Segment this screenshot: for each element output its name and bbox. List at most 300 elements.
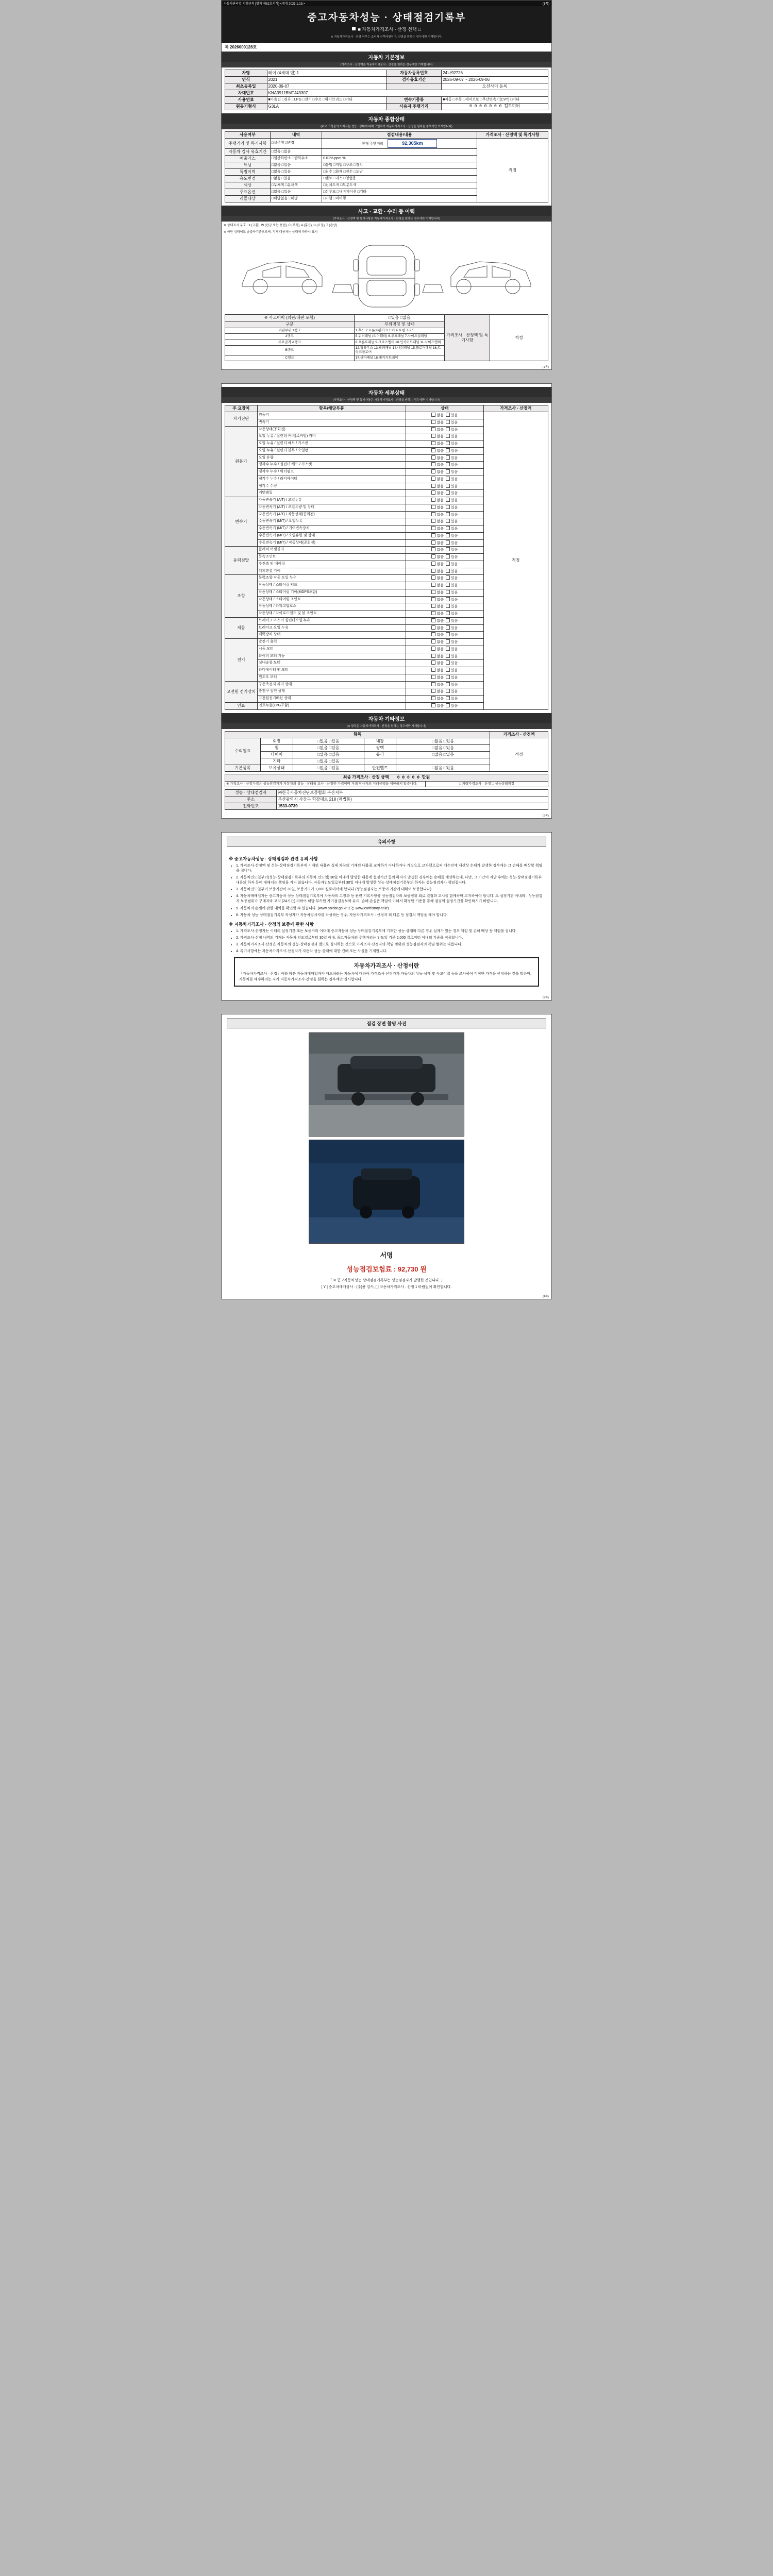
overall-c3-4[interactable]: □침수 □화재 □전손 □도난 <box>322 169 477 176</box>
page-footer-3: (3쪽) <box>542 996 549 1000</box>
other-c4-3 <box>364 758 396 765</box>
detail-item-status[interactable]: 없음 있음 <box>406 490 483 497</box>
detail-item-label: 오일 누유 / 실린더 커버(로커암) 커버 <box>257 433 406 440</box>
detail-item-label: 발전기 출력 <box>257 639 406 646</box>
other-c1-0: 수리필요 <box>225 738 261 765</box>
inspection-photo-2 <box>309 1140 464 1244</box>
checkbox-exists-icon[interactable] <box>446 575 450 580</box>
checkbox-none-icon[interactable] <box>431 420 435 424</box>
checkbox-none-icon[interactable] <box>431 484 435 488</box>
overall-c1-0: 주행거리 및 특기사항 <box>225 139 271 149</box>
checkbox-exists-icon[interactable] <box>446 618 450 622</box>
detail-item-label: 브레이크 오일 누유 <box>257 624 406 632</box>
detail-item-status[interactable]: 없음 있음 <box>406 476 483 483</box>
overall-c2-0[interactable]: □실주행 □변경 <box>270 139 322 149</box>
detail-item-status[interactable]: 없음 있음 <box>406 603 483 611</box>
other-c5-0[interactable]: □없음 □있음 <box>396 738 490 744</box>
declaration-body: 「자동차가격조사 · 산정」이라 함은 자동차매매업자가 매도하려는 자동차에 대하여 가격조사·산정자가 자동차의 성능·상태 및 사고이력 등을 조사하여 적정한 가격을 산정하는 것을 말하며, 자동차를 매수하려는 자가 자동차가격조사·산정을 원하는 경우에만 실시합니다. <box>239 972 532 981</box>
checkbox-exists-icon[interactable] <box>446 505 450 509</box>
section-overall-body <box>222 129 551 206</box>
checkbox-exists-icon[interactable] <box>446 484 450 488</box>
other-c2-2: 타이어 <box>260 751 293 758</box>
panel-rank-3: B랭크 <box>225 345 355 355</box>
checkbox-none-icon[interactable] <box>431 427 435 431</box>
detail-item-status[interactable]: 없음 있음 <box>406 646 483 653</box>
table-row <box>225 83 548 90</box>
checkbox-none-icon[interactable] <box>431 498 435 502</box>
other-c5-1[interactable]: □없음 □있음 <box>396 744 490 751</box>
detail-item-status[interactable]: 없음 있음 <box>406 639 483 646</box>
basic-label-3: 차대번호 <box>225 90 267 97</box>
detail-item-label: 디퍼렌셜 기어 <box>257 568 406 575</box>
detail-group-name: 조향 <box>225 575 258 618</box>
detail-item-label: 시동 모터 <box>257 646 406 653</box>
basic-label2-5: 사용자 주행거리 <box>386 104 442 110</box>
checkbox-exists-icon[interactable] <box>446 469 450 473</box>
overall-c2-2[interactable]: □일산화탄소 □탄화수소 <box>270 156 322 162</box>
checkbox-exists-icon[interactable] <box>446 498 450 502</box>
checkbox-none-icon[interactable] <box>431 526 435 530</box>
detail-item-status[interactable]: 없음 있음 <box>406 518 483 526</box>
checkbox-exists-icon[interactable] <box>446 519 450 523</box>
checkbox-exists-icon[interactable] <box>446 562 450 566</box>
page-2 <box>221 383 552 819</box>
document-subtitle-text: ■ 자동차가격조사 · 산정 선택 □ <box>358 27 421 32</box>
table-row <box>225 139 548 149</box>
checkbox-exists-icon[interactable] <box>446 554 450 558</box>
page-footer-2: (2쪽) <box>542 814 549 818</box>
checkbox-none-icon[interactable] <box>431 413 435 417</box>
checkbox-exists-icon[interactable] <box>446 611 450 615</box>
accident-history-value[interactable]: □있음 □없음 <box>354 315 445 321</box>
detail-item-label: 오일 누유 / 실린더 헤드 / 가스켓 <box>257 440 406 448</box>
other-c3-3[interactable]: □없음 □있음 <box>293 758 364 765</box>
basic-value2-1: 2026-09-07 ~ 2026-09-06 <box>442 77 548 83</box>
detail-item-label: 냉각수 누수 / 실린더 헤드 / 가스켓 <box>257 462 406 469</box>
detail-item-status[interactable]: 없음 있음 <box>406 667 483 674</box>
checkbox-none-icon[interactable] <box>431 505 435 509</box>
detail-item-label: 작동상태 / 스티어링 펌프 <box>257 582 406 589</box>
overall-c1-7: 주요옵션 <box>225 189 271 196</box>
checkbox-exists-icon[interactable] <box>446 427 450 431</box>
checkbox-none-icon[interactable] <box>431 703 435 707</box>
page-title: 중고자동차성능 · 상태점검기록부 <box>307 12 466 23</box>
detail-item-status[interactable]: 없음 있음 <box>406 688 483 696</box>
photo-footer-1: 「 ※ 중고자동차성능·상태점검기록부는 성능점검자가 발행한 것입니다. 」 <box>328 1279 445 1283</box>
checkbox-exists-icon[interactable] <box>446 660 450 665</box>
list-item: • 1. 가격조사·산정액 및 성능·상태점검기록부에 기재된 내용과 실제 차량의 기재된 내용을 교차하기 아니하거나 거짓으로 교차했으로써 매수인에 재산상 손해가 발생한 경우에는 그 손해를 배상할 책임을 집니다. <box>236 863 544 874</box>
overall-c2-8[interactable]: □해당없음 □해당 <box>270 196 322 202</box>
detail-item-status[interactable]: 없음 있음 <box>406 469 483 476</box>
other-c2-0: 외장 <box>260 738 293 744</box>
detail-item-status[interactable]: 없음 있음 <box>406 511 483 518</box>
checkbox-exists-icon[interactable] <box>446 441 450 445</box>
overall-c3-1 <box>322 149 477 156</box>
form-topbar <box>222 1 551 6</box>
detail-item-status[interactable]: 없음 있음 <box>406 561 483 568</box>
inspection-photo-1 <box>309 1032 464 1137</box>
inspector-value-2: 1533-0739 <box>277 803 548 809</box>
detail-item-status[interactable]: 없음 있음 <box>406 433 483 440</box>
detail-item-label: 충전구 절연 상태 <box>257 688 406 696</box>
final-price-unit: 0 0 0 0 0 만원 <box>397 775 430 780</box>
detail-item-status[interactable]: 없음 있음 <box>406 696 483 703</box>
checkbox-none-icon[interactable] <box>431 668 435 672</box>
checkbox-exists-icon[interactable] <box>446 675 450 679</box>
detail-item-status[interactable]: 없음 있음 <box>406 419 483 426</box>
list-item: • 2. 가격조사·산정 내역의 기재는 자동차 인도일로부터 30일 이내, 중고자동차의 주행거리는 인도일 기준 2,000 킬로미터 이내의 기준을 적용합니다. <box>236 936 544 941</box>
notice-heading-1: ※ 중고자동차성능 · 상태점검과 관련 유의 사항 <box>229 856 318 861</box>
detail-item-label: 오일 누유 / 실린더 블록 / 오일팬 <box>257 447 406 454</box>
checkbox-none-icon[interactable] <box>431 689 435 693</box>
detail-item-status[interactable]: 없음 있음 <box>406 660 483 667</box>
overall-c2-3[interactable]: □없음 □있음 <box>270 162 322 169</box>
detail-item-label: 수동변속기 (M/T) / 작동상태(공회전) <box>257 539 406 547</box>
detail-item-status[interactable]: 없음 있음 <box>406 539 483 547</box>
page-footer-4: (4쪽) <box>542 1295 549 1299</box>
detail-item-label: 연료누출(LPG포함) <box>257 702 406 709</box>
panel-items-3: 12.휠하우스 13.필러패널 14.대쉬패널 15.플로어패널 16.트렁크플로어 <box>354 345 445 355</box>
checkbox-exists-icon[interactable] <box>446 413 450 417</box>
panel-items-2: 8.프론트패널 9.크로스멤버 10.인사이드패널 11.사이드멤버 <box>354 340 445 345</box>
photo-footer-2: [ Y ] 중고차매매상사 · (주)용 검사, [ ] 자동차가격조사 · 산정 1 바랍없이 확인합니다. <box>321 1285 452 1290</box>
other-info-table <box>225 731 548 772</box>
checkbox-exists-icon[interactable] <box>446 639 450 643</box>
detail-head-3: 가격조사 · 산정액 <box>483 405 548 412</box>
overall-c1-8: 리콜대상 <box>225 196 271 202</box>
detail-item-status[interactable]: 없음 있음 <box>406 440 483 448</box>
inspector-label-2: 전화번호 <box>225 803 277 809</box>
overall-c1-2: 배출가스 <box>225 156 271 162</box>
checkbox-none-icon[interactable] <box>431 682 435 686</box>
detail-item-status[interactable]: 없음 있음 <box>406 547 483 554</box>
checkbox-none-icon[interactable] <box>431 597 435 601</box>
overall-c1-6: 색상 <box>225 182 271 189</box>
checkbox-none-icon[interactable] <box>431 625 435 630</box>
detail-group-name: 연료 <box>225 702 258 709</box>
detail-item-status[interactable]: 없음 있음 <box>406 554 483 561</box>
checkbox-none-icon[interactable] <box>431 611 435 615</box>
detail-item-status[interactable]: 없음 있음 <box>406 454 483 462</box>
detail-item-status[interactable]: 없음 있음 <box>406 596 483 603</box>
overall-state-table <box>225 131 548 202</box>
overall-c3-5[interactable]: □렌트 □리스 □영업용 <box>322 176 477 182</box>
checkbox-exists-icon[interactable] <box>446 490 450 495</box>
checkbox-exists-icon[interactable] <box>446 682 450 686</box>
inspector-value-1: 부산광역시 사상구 학감대로 218 (괘법동) <box>277 796 548 803</box>
detail-item-status[interactable]: 없음 있음 <box>406 447 483 454</box>
detail-item-status[interactable]: 없음 있음 <box>406 653 483 660</box>
table-row <box>225 70 548 77</box>
list-item: • 1. 가격조사·산정자는 이해의 설정기간 또는 보증거리 이내에 중고자동차 성능·상태점검기록부에 기재한 성능·상태와 다른 경우 실제가 있는 경우 책임 및 손해 배상 등 책임을 집니다. <box>236 929 544 934</box>
table-row <box>225 90 548 97</box>
overall-c3-3[interactable]: □불법 □적법 □구조 □장치 <box>322 162 477 169</box>
table-row <box>225 315 548 321</box>
detail-item-status[interactable]: 없음 있음 <box>406 589 483 596</box>
detail-head-0: 주 요장치 <box>225 405 258 412</box>
accident-price-value: 적정 <box>490 315 548 361</box>
checkbox-none-icon[interactable] <box>431 547 435 551</box>
detail-item-status[interactable]: 없음 있음 <box>406 526 483 533</box>
other-c4-4: 안전벨트 <box>364 765 396 771</box>
list-item: • 5. 자동차의 손해에 관한 내역을 확인할 수 있습니다. (www.cardat.go.kr 또는 www.carhistory.or.kr) <box>236 906 544 911</box>
overall-c2-1[interactable]: □있음 □없음 <box>270 149 322 156</box>
detail-group-name: 자기진단 <box>225 412 258 427</box>
detail-item-status[interactable]: 없음 있음 <box>406 611 483 618</box>
detail-item-status[interactable]: 없음 있음 <box>406 462 483 469</box>
basic-value-5: G3LA <box>267 104 386 110</box>
detail-item-status[interactable]: 없음 있음 <box>406 624 483 632</box>
overall-c2-7[interactable]: □없음 □있음 <box>270 189 322 196</box>
checkbox-none-icon[interactable] <box>431 477 435 481</box>
detail-item-status[interactable]: 없음 있음 <box>406 504 483 511</box>
table-header-row <box>225 405 548 412</box>
checkbox-exists-icon[interactable] <box>446 689 450 693</box>
other-c1-4: 기본품목 <box>225 765 261 771</box>
checkbox-none-icon[interactable] <box>431 569 435 573</box>
checkbox-none-icon[interactable] <box>431 618 435 622</box>
checkbox-exists-icon[interactable] <box>446 434 450 438</box>
notice-list-1 <box>229 863 544 918</box>
detail-item-label: 냉각수 누수 / 라디에이터 <box>257 476 406 483</box>
section-detail-title: 자동차 세부상태 <box>222 387 551 397</box>
detail-item-status[interactable]: 없음 있음 <box>406 582 483 589</box>
overall-head-0: 사용여부 <box>225 132 271 139</box>
checkbox-exists-icon[interactable] <box>446 512 450 516</box>
checkbox-none-icon[interactable] <box>431 554 435 558</box>
panel-head-0: 구분 <box>225 321 355 328</box>
checkbox-none-icon[interactable] <box>431 540 435 545</box>
accident-price-label: 가격조사 · 산정액 및 특기사항 <box>445 315 490 361</box>
document-subnote: ※ 자동차가격조사 · 산정 여부는 소비자 선택사항이며, 산정을 원하는 경우에만 기재합니다. <box>330 36 443 39</box>
detail-item-label: 커먼레일 <box>257 490 406 497</box>
signature-label: 서명 <box>380 1251 393 1260</box>
checkbox-none-icon[interactable] <box>431 490 435 495</box>
other-c5-2[interactable]: □없음 □있음 <box>396 751 490 758</box>
overall-c2-6[interactable]: □무채색 □유채색 <box>270 182 322 189</box>
table-row <box>225 97 548 104</box>
checkbox-exists-icon[interactable] <box>446 448 450 452</box>
table-row <box>225 412 548 419</box>
section-other-body <box>222 729 551 813</box>
checkbox-exists-icon[interactable] <box>446 420 450 424</box>
final-price-title <box>225 774 548 781</box>
detail-item-status[interactable]: 없음 있음 <box>406 632 483 639</box>
checkbox-none-icon[interactable] <box>431 575 435 580</box>
section-other-title: 자동차 기타정보 <box>222 713 551 723</box>
section-basic-subtitle: (가격조사 · 산정액은 자동차가격조사 · 산정을 원하는 경우에만 기재합니다) <box>222 62 551 67</box>
section-detail-subtitle: (가격조사 · 산정액 및 특기사항은 자동차가격조사 · 산정을 원하는 경우에만 기재합니다) <box>222 397 551 403</box>
overall-head-2: 점검내용/내용 <box>322 132 477 139</box>
other-c3-0[interactable]: □없음 □있음 <box>293 738 364 744</box>
detail-item-label: 윈도우 모터 <box>257 674 406 681</box>
overall-c3-6[interactable]: □전체도색 □부분도색 <box>322 182 477 189</box>
detail-item-status[interactable]: 없음 있음 <box>406 575 483 582</box>
checkbox-exists-icon[interactable] <box>446 597 450 601</box>
detail-item-status[interactable]: 없음 있음 <box>406 532 483 539</box>
detail-item-label: 냉각수 누수 / 워터펌프 <box>257 469 406 476</box>
section-basic-title: 자동차 기본정보 <box>222 52 551 62</box>
table-header-row <box>225 132 548 139</box>
checkbox-none-icon[interactable] <box>431 660 435 665</box>
final-price-note: ※ 가격조사 · 산정가격은 성능점검자가 자동차의 성능 · 상태를 조사 · 산정한 가격이며 거래 당사자의 거래금액을 제한하지 않습니다. <box>225 781 426 787</box>
other-price-value: 적정 <box>490 738 548 771</box>
panel-rank-2: 주요골격 A랭크 <box>225 340 355 345</box>
checkbox-none-icon[interactable] <box>431 590 435 594</box>
other-c2-4: 보유상태 <box>260 765 293 771</box>
declaration-box <box>234 957 539 987</box>
checkbox-none-icon[interactable] <box>431 519 435 523</box>
detail-item-status[interactable]: 없음 있음 <box>406 426 483 433</box>
page-1 <box>221 0 552 370</box>
basic-label-1: 연식 <box>225 77 267 83</box>
detail-item-label: 작동상태(공회전) <box>257 426 406 433</box>
detail-item-label: 추진축 및 베어링 <box>257 561 406 568</box>
checkbox-exists-icon[interactable] <box>446 526 450 530</box>
overall-c1-3: 튜닝 <box>225 162 271 169</box>
accident-detail-body <box>222 312 551 364</box>
detail-item-status[interactable]: 없음 있음 <box>406 674 483 681</box>
overall-c1-1: 자동차 검사 유효기간 <box>225 149 271 156</box>
accident-legend-1: ※ 상태표시 부호 : X (교환), W (판금 또는 용접), C (부식), A (흠집), U (요철), T (손상) <box>224 224 337 228</box>
detail-group-name: 동력전달 <box>225 547 258 575</box>
checkbox-exists-icon[interactable] <box>446 604 450 608</box>
overall-c1-5: 용도변경 <box>225 176 271 182</box>
checkbox-none-icon[interactable] <box>431 448 435 452</box>
accident-history-table <box>225 314 548 361</box>
overall-c3-8[interactable]: □이행 □미이행 <box>322 196 477 202</box>
checkbox-exists-icon[interactable] <box>446 533 450 537</box>
detail-state-table <box>225 405 548 710</box>
detail-table-body <box>225 412 548 710</box>
checkbox-exists-icon[interactable] <box>446 462 450 466</box>
overall-c1-4: 특별이력 <box>225 169 271 176</box>
detail-item-status[interactable]: 없음 있음 <box>406 681 483 688</box>
document-number: 제 2026000128호 <box>225 45 257 49</box>
page-3 <box>221 832 552 1001</box>
other-head-0: 항목 <box>225 731 490 738</box>
overall-c2-4[interactable]: □없음 □있음 <box>270 169 322 176</box>
other-c3-2[interactable]: □없음 □있음 <box>293 751 364 758</box>
other-c5-4[interactable]: □없음 □있음 <box>396 765 490 771</box>
section-accident-title: 사고 · 교환 · 수리 등 이력 <box>222 206 551 216</box>
panel-rank-4: C랭크 <box>225 355 355 361</box>
checkbox-none-icon[interactable] <box>431 533 435 537</box>
checkbox-none-icon[interactable] <box>431 462 435 466</box>
other-head-3: 가격조사 · 산정액 <box>490 731 548 738</box>
detail-item-status[interactable]: 없음 있음 <box>406 617 483 624</box>
list-item: • 4. 자동차매매업자는 중고자동차 성능·상태점검기록부에 자동차의 고장과 등 관련 기록사항을 성능점검자의 보증범위 외로 결정과 고시를 함께하며 고지하여야 합니다. 또 설정기간 이내의 · 성능점검자 보증범위가 구매자와 고지 (24시간) 의하여 해당 부속한 자기점검정보와 유의, 손해 손실은 책임이 이해서 확정한 기준을 통해 점검의 설정기간을 확인하시기 바랍니다. <box>236 894 544 904</box>
checkbox-none-icon[interactable] <box>431 654 435 658</box>
detail-group-name: 제동 <box>225 617 258 638</box>
overall-price-note: 적정 <box>477 139 548 202</box>
checkbox-none-icon[interactable] <box>431 647 435 651</box>
document-subtitle <box>222 26 551 32</box>
detail-item-status[interactable]: 없음 있음 <box>406 497 483 504</box>
checkbox-none-icon[interactable] <box>431 675 435 679</box>
checkbox-none-icon[interactable] <box>431 441 435 445</box>
checkbox-exists-icon[interactable] <box>446 569 450 573</box>
checkbox-none-icon[interactable] <box>431 604 435 608</box>
checkbox-none-icon[interactable] <box>431 512 435 516</box>
overall-c3-7[interactable]: □선루프 □내비게이션 □기타 <box>322 189 477 196</box>
checkbox-exists-icon[interactable] <box>446 590 450 594</box>
detail-item-label: 변속기 <box>257 419 406 426</box>
table-row <box>225 104 548 110</box>
table-row <box>225 803 548 809</box>
accident-legend-2: ※ 하단 상태에도 송출하기준으로써, 기재 대용차는 상태에 따라서 표시 <box>224 231 318 234</box>
checkbox-none-icon[interactable] <box>431 583 435 587</box>
detail-group-name: 전기 <box>225 639 258 682</box>
detail-item-status[interactable]: 없음 있음 <box>406 568 483 575</box>
detail-item-status[interactable]: 없음 있음 <box>406 483 483 490</box>
detail-group-name: 원동기 <box>225 426 258 497</box>
section-photo-title: 점검 장면 촬영 사진 <box>227 1019 546 1028</box>
panel-items-0: 1.후드 2.프론트휀더 3.도어 4.트렁크리드 <box>354 328 445 334</box>
detail-item-label: 수동변속기 (M/T) / 오일유량 및 상태 <box>257 532 406 539</box>
final-price-check[interactable]: □ 차량가격조사 · 산정 □ 성능상태점검 <box>425 781 548 787</box>
overall-c2-5[interactable]: □없음 □있음 <box>270 176 322 182</box>
checkbox-exists-icon[interactable] <box>446 654 450 658</box>
other-c3-1[interactable]: □없음 □있음 <box>293 744 364 751</box>
page-number-1: (1쪽) <box>542 3 549 6</box>
checkbox-none-icon[interactable] <box>431 696 435 700</box>
other-c4-1: 광택 <box>364 744 396 751</box>
checkbox-none-icon[interactable] <box>431 434 435 438</box>
other-c3-4[interactable]: □없음 □있음 <box>293 765 364 771</box>
other-c2-1: 휠 <box>260 744 293 751</box>
checkbox-exists-icon[interactable] <box>446 455 450 460</box>
final-price-table <box>225 774 548 787</box>
other-c5-3[interactable] <box>396 758 490 765</box>
checkbox-exists-icon[interactable] <box>446 477 450 481</box>
checkbox-exists-icon[interactable] <box>446 668 450 672</box>
detail-item-label: 오일 유량 <box>257 454 406 462</box>
basic-value-1: 2021 <box>267 77 386 83</box>
detail-head-2: 상태 <box>406 405 483 412</box>
checkbox-none-icon[interactable] <box>431 562 435 566</box>
checkbox-exists-icon[interactable] <box>446 625 450 630</box>
checkbox-exists-icon[interactable] <box>446 583 450 587</box>
mileage-cell <box>322 139 477 149</box>
section-basic-body <box>222 67 551 113</box>
detail-item-label: 작동상태 / 스티어링 기어(MDPS포함) <box>257 589 406 596</box>
checkbox-exists-icon[interactable] <box>446 703 450 707</box>
checkbox-none-icon[interactable] <box>431 469 435 473</box>
detail-item-status[interactable]: 없음 있음 <box>406 702 483 709</box>
detail-item-status[interactable]: 없음 있음 <box>406 412 483 419</box>
panel-items-4: 17.리어패널 18.패키지트레이 <box>354 355 445 361</box>
checkbox-none-icon[interactable] <box>431 455 435 460</box>
checkbox-exists-icon[interactable] <box>446 540 450 545</box>
checkbox-none-icon[interactable] <box>431 639 435 643</box>
final-price-title-text: 최종 가격조사 · 산정 금액 <box>343 774 389 779</box>
basic-label-2: 최초등록일 <box>225 83 267 90</box>
checkbox-exists-icon[interactable] <box>446 696 450 700</box>
section-notice-title: 유의사항 <box>227 837 546 846</box>
detail-group-name: 고전원 전기장치 <box>225 681 258 702</box>
detail-item-label: 자동변속기 (A/T) / 오일유량 및 상태 <box>257 504 406 511</box>
basic-label-4: 사용연료 <box>225 97 267 104</box>
checkbox-none-icon[interactable] <box>431 632 435 636</box>
notice-list-2 <box>229 929 544 955</box>
basic-value-4: ■가솔린 □경유 □LPG □전기 □수소 □하이브리드 □기타 <box>267 97 386 104</box>
detail-item-label: 동력조향 작동 오일 누유 <box>257 575 406 582</box>
checkbox-exists-icon[interactable] <box>446 632 450 636</box>
page-4 <box>221 1014 552 1299</box>
checkbox-exists-icon[interactable] <box>446 647 450 651</box>
checkbox-exists-icon[interactable] <box>446 547 450 551</box>
